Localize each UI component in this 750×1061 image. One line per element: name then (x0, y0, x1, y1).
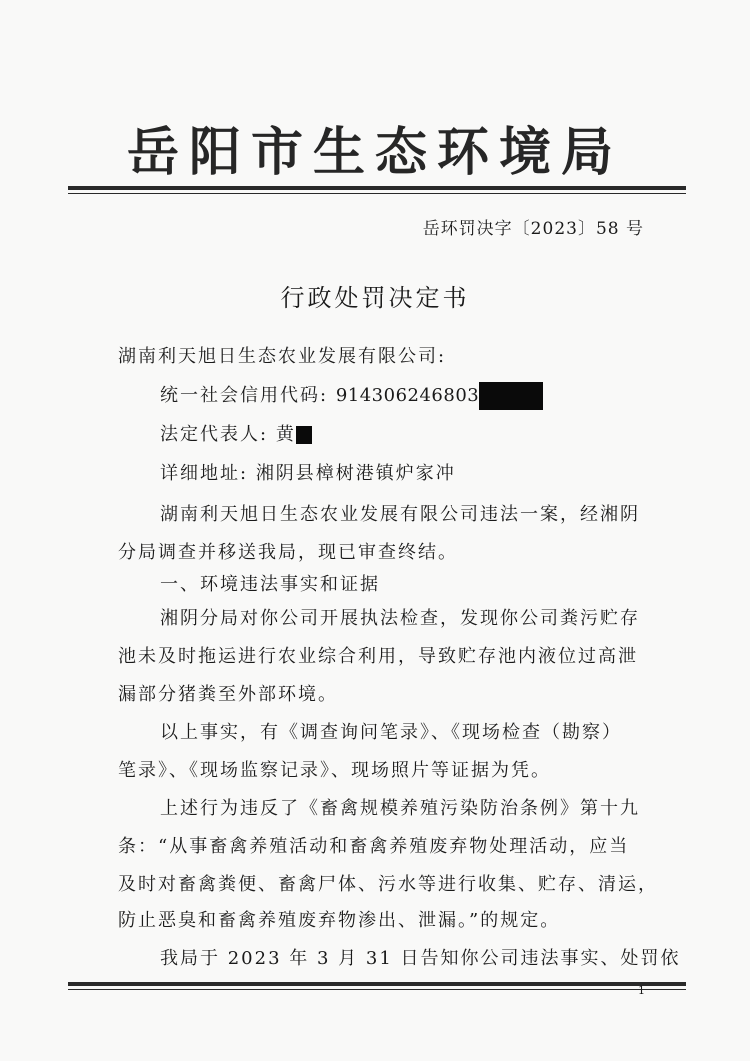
legal-rep-value: 黄 (275, 424, 296, 445)
legal-rep-line (160, 420, 312, 446)
legal-rep-label: 法定代表人: (160, 424, 269, 445)
paragraph-line: 漏部分猪粪至外部环境。 (118, 684, 338, 705)
redaction-block (296, 426, 312, 444)
paragraph-line: 防止恶臭和畜禽养殖废弃物渗出、泄漏。”的规定。 (118, 910, 561, 931)
credit-code-line (160, 381, 543, 410)
section-heading: 一、环境违法事实和证据 (160, 574, 380, 595)
address-line (160, 459, 456, 485)
redaction-block (479, 382, 543, 410)
paragraph-line: 我局于 2023 年 3 月 31 日告知你公司违法事实、处罚依 (160, 948, 681, 969)
document-number: 岳环罚决字〔2023〕58 号 (422, 219, 644, 239)
paragraph-line: 笔录》、《现场监察记录》、现场照片等证据为凭。 (118, 760, 551, 781)
credit-code-value: 914306246803 (335, 385, 480, 406)
credit-code-label: 统一社会信用代码: (160, 385, 329, 406)
paragraph-line: 上述行为违反了《畜禽规模养殖污染防治条例》第十九 (160, 798, 640, 819)
recipient-name: 湖南利天旭日生态农业发展有限公司: (118, 346, 447, 367)
paragraph-line: 及时对畜禽粪便、畜禽尸体、污水等进行收集、贮存、清运， (118, 874, 658, 895)
address-value: 湘阴县樟树港镇炉家冲 (255, 463, 456, 484)
paragraph-line: 湘阴分局对你公司开展执法检查，发现你公司粪污贮存 (160, 608, 640, 629)
agency-letterhead: 岳阳市生态环境局 (126, 123, 623, 183)
paragraph-line: 湖南利天旭日生态农业发展有限公司违法一案，经湘阴 (160, 504, 640, 525)
paragraph-line: 条：“从事畜禽养殖活动和畜禽养殖废弃物处理活动，应当 (118, 836, 630, 857)
paragraph-line: 分局调查并移送我局，现已审查终结。 (118, 542, 458, 563)
document-title: 行政处罚决定书 (280, 284, 470, 312)
footer-rule (68, 982, 686, 990)
header-rule (68, 186, 686, 194)
address-label: 详细地址: (160, 463, 249, 484)
paragraph-line: 以上事实，有《调查询问笔录》、《现场检查（勘察） (160, 722, 622, 743)
page-number: 1 (638, 984, 645, 997)
paragraph-line: 池未及时拖运进行农业综合利用，导致贮存池内液位过高泄 (118, 646, 638, 667)
